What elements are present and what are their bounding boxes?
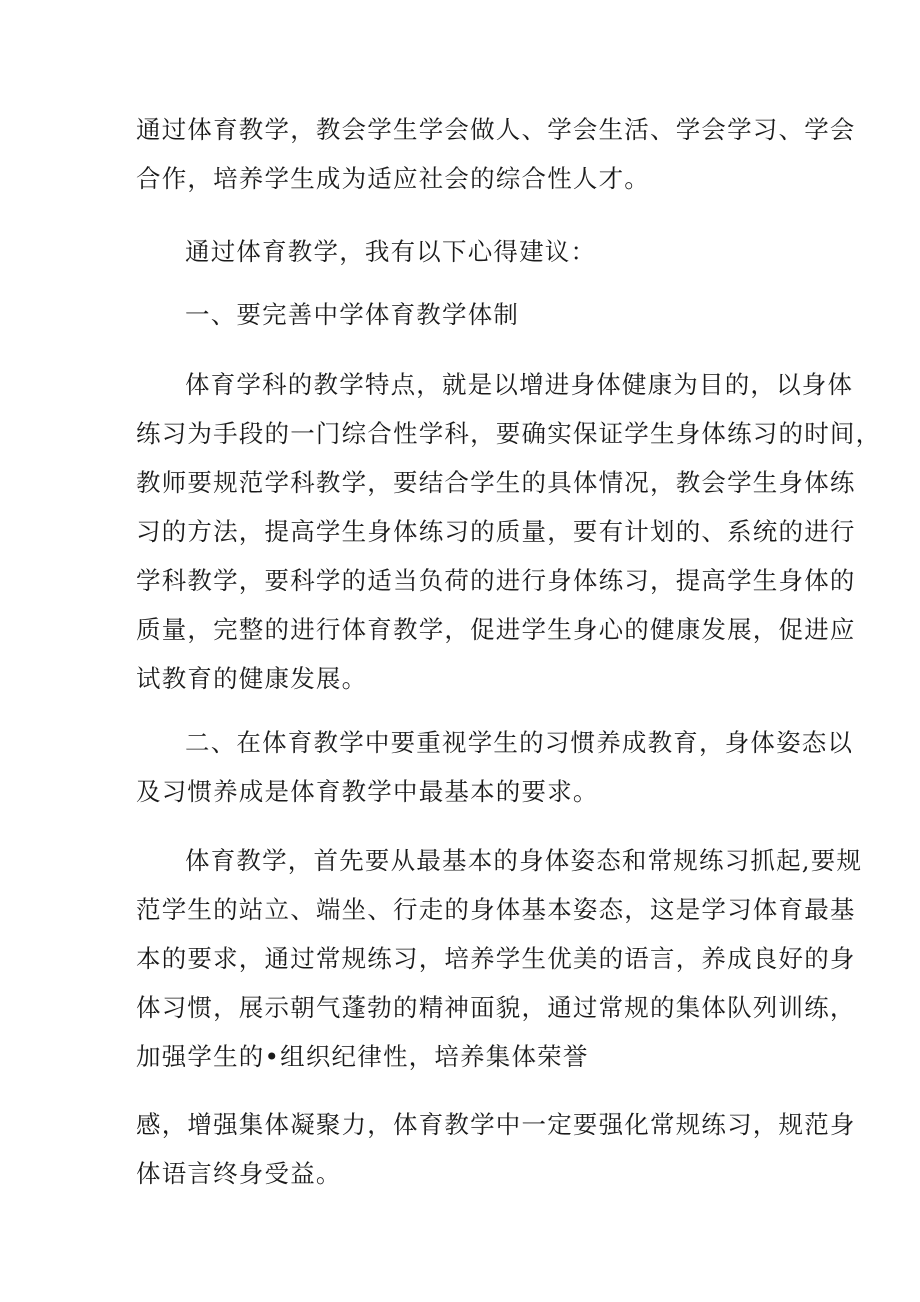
text-line: 加强学生的•组织纪律性，培养集体荣誉 (136, 1042, 589, 1071)
text-line: 及习惯养成是体育教学中最基本的要求。 (136, 777, 599, 806)
text-line: 通过体育教学，教会学生学会做人、学会生活、学会学习、学会 (136, 115, 856, 144)
paragraph-teaching-characteristics (136, 360, 882, 703)
text-line: 质量，完整的进行体育教学，促进学生身心的健康发展，促进应 (136, 615, 856, 644)
text-line: 体习惯，展示朝气蓬勃的精神面貌，通过常规的集体队列训练， (136, 993, 856, 1022)
text-line: 学科教学，要科学的适当负荷的进行身体练习，提高学生身体的 (136, 566, 856, 595)
text-line: 通过体育教学，我有以下心得建议： (185, 237, 597, 266)
text-line: 本的要求，通过常规练习，培养学生优美的语言，养成良好的身 (136, 944, 856, 973)
text-line: 一、要完善中学体育教学体制 (185, 300, 520, 329)
section-heading-1 (185, 290, 845, 339)
paragraph-posture-habits (136, 836, 863, 1081)
text-line: 感，增强集体凝聚力，体育教学中一定要强化常规练习，规范身 (136, 1110, 856, 1139)
text-line: 体语言终身受益。 (136, 1159, 342, 1188)
text-line: 二、在体育教学中要重视学生的习惯养成教育，身体姿态以 (185, 728, 854, 757)
text-line: 体育学科的教学特点，就是以增进身体健康为目的，以身体 (185, 370, 854, 399)
text-line: 合作，培养学生成为适应社会的综合性人才。 (136, 164, 650, 193)
text-line: 习的方法，提高学生身体练习的质量，要有计划的、系统的进行 (136, 517, 856, 546)
text-line: 练习为手段的一门综合性学科，要确实保证学生身体练习的时间， (136, 419, 882, 448)
section-heading-2 (136, 718, 854, 816)
paragraph-intro-continued (136, 105, 856, 203)
text-line: 教师要规范学科教学，要结合学生的具体情况，教会学生身体练 (136, 468, 856, 497)
paragraph-collective-honor (136, 1100, 856, 1198)
text-line: 范学生的站立、端坐、行走的身体基本姿态，这是学习体育最基 (136, 895, 856, 924)
text-line: 体育教学，首先要从最基本的身体姿态和常规练习抓起,要规 (185, 846, 863, 875)
text-line: 试教育的健康发展。 (136, 664, 368, 693)
paragraph-suggestions-intro (185, 227, 845, 276)
